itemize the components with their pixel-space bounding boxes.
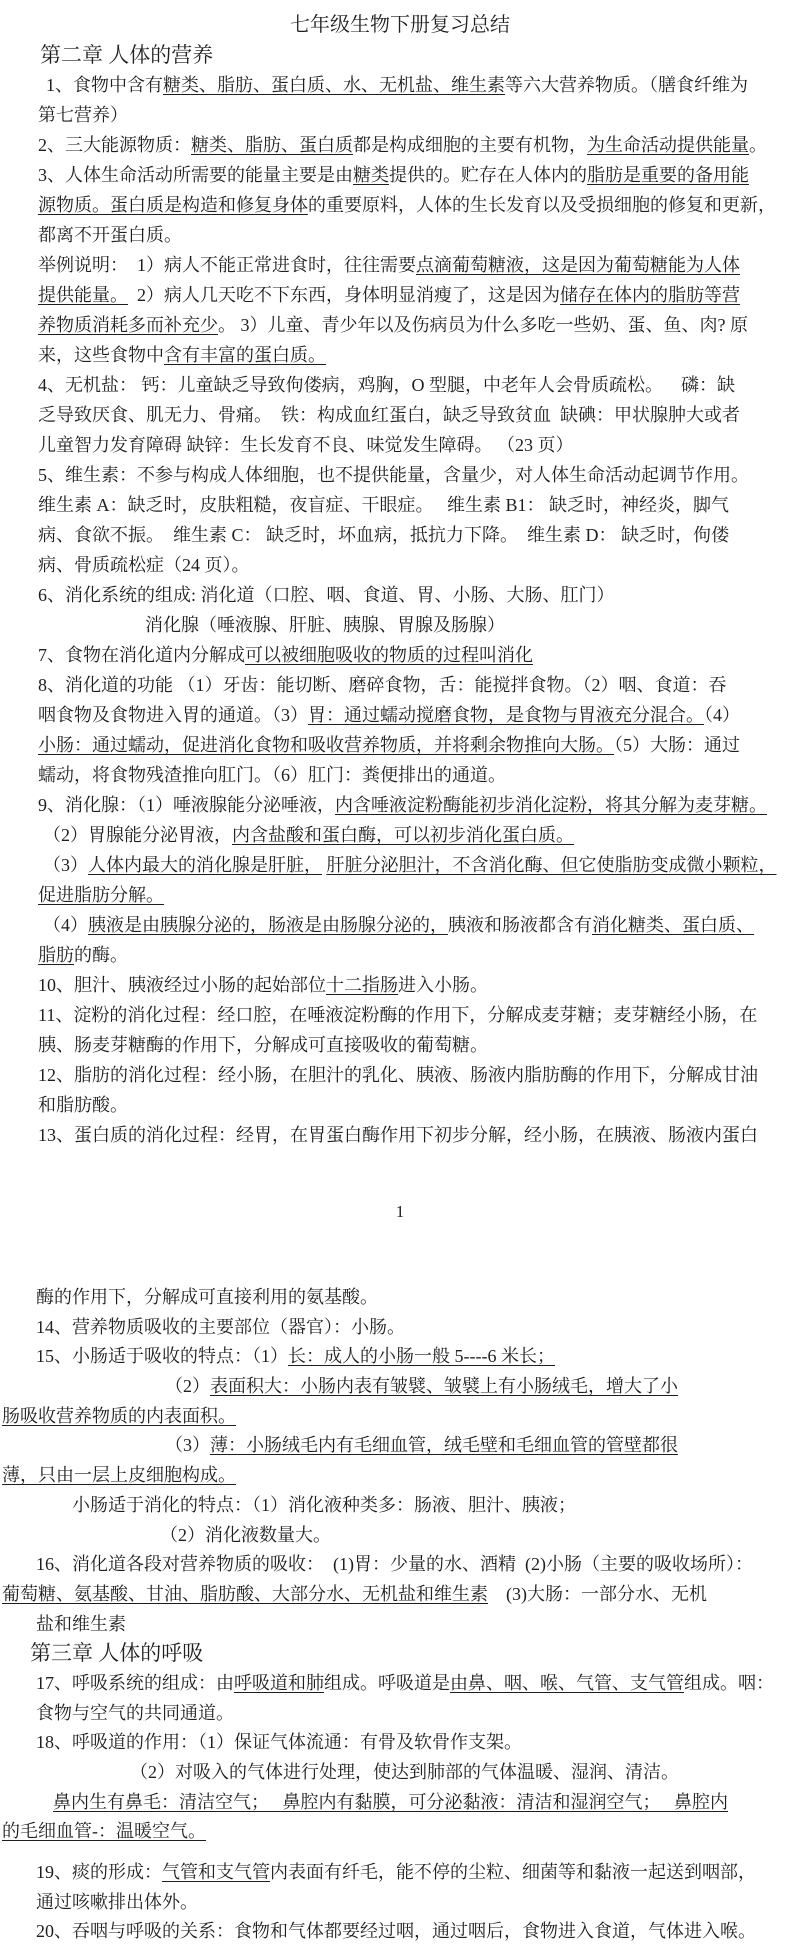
- text-line: [0, 1858, 800, 1888]
- underlined-text: 源物质。: [38, 195, 110, 215]
- underlined-text: 糖类、脂肪、蛋白质: [191, 135, 353, 155]
- text-line: [0, 310, 800, 340]
- text-run: 4、无机盐： 钙：儿童缺乏导致佝偻病，鸡胸，O 型腿，中老年人会骨质疏松。 磷：缺: [38, 375, 735, 395]
- underlined-text: 表面积大：小肠内表有皱襞、皱襞上有小肠绒毛，增大了小: [210, 1376, 678, 1397]
- text-run: 9、消化腺：（1）唾液腺能分泌唾液，: [38, 795, 335, 815]
- text-run: 组成。咽：: [684, 1672, 774, 1693]
- text-line: [0, 670, 800, 700]
- text-run: 举例说明： 1）病人不能正常进食时，往往需要: [38, 255, 416, 275]
- underlined-text: 长：成人的小肠一般 5----6 米长；: [288, 1346, 555, 1367]
- text-run: 通过咳嗽排出体外。: [36, 1891, 198, 1912]
- text-line: [0, 1090, 800, 1120]
- underlined-text: 鼻内生有鼻毛：清洁空气； 鼻腔内有黏膜，可分泌黏液：清洁和湿润空气； 鼻腔内: [53, 1791, 728, 1812]
- text-line: [0, 70, 800, 100]
- underlined-text: 的毛细血管-：温暖空气。: [2, 1821, 206, 1842]
- text-run: 酶的作用下，分解成可直接利用的氨基酸。: [36, 1287, 378, 1307]
- text-line: [0, 1580, 800, 1610]
- text-run: （2）消化液数量大。: [160, 1524, 331, 1545]
- text-run: 小肠适于消化的特点：（1）消化液种类多：肠液、胆汁、胰液；: [72, 1494, 576, 1515]
- text-run: 。: [749, 135, 767, 155]
- text-run: 16、消化道各段对营养物质的吸收： (1)胃：少量的水、酒精 (2)小肠（主要的吸收场所）：: [36, 1554, 753, 1575]
- underlined-text: 消化糖类、蛋白质、: [592, 915, 754, 935]
- text-line: [0, 1402, 800, 1432]
- text-run: (3)大肠：一部分水、无机: [488, 1583, 707, 1604]
- underlined-text: 内含盐酸和蛋白酶，可以初步消化蛋白质。: [232, 825, 574, 845]
- chapter-heading: [0, 1639, 800, 1669]
- text-line: [0, 1817, 800, 1847]
- text-run: 10、胆汁、胰液经过小肠的起始部位: [38, 975, 326, 995]
- text-run: 咽食物及食物进入胃的通道。（3）: [38, 705, 308, 725]
- text-run: 。 3）儿童、青少年以及伤病员为什么多吃一些奶、蛋、鱼、肉? 原: [218, 315, 748, 335]
- text-run: （2）胃腺能分泌胃液，: [43, 825, 232, 845]
- text-run: 2、三大能源物质：: [38, 135, 191, 155]
- text-run: 的酶。: [74, 945, 128, 965]
- text-run: 等六大营养物质。（膳食纤维为: [505, 75, 748, 95]
- text-run: （5）大肠：通过: [614, 735, 740, 755]
- underlined-text: 点滴葡萄糖液，这是因为葡萄糖能为人体: [416, 255, 740, 275]
- text-run: 1、食物中含有: [46, 75, 163, 95]
- underlined-text: 小肠：通过蠕动，促进消化食物和吸收营养物质，并将剩余物推向大肠。: [38, 735, 614, 755]
- underlined-text: 内含唾液淀粉酶能初步消化淀粉，将其分解为麦芽糖。: [335, 795, 767, 815]
- underlined-text: 十二指肠: [326, 975, 398, 995]
- text-line: [0, 1728, 800, 1758]
- text-run: （4）: [704, 705, 740, 725]
- text-line: [0, 1120, 800, 1150]
- text-run: 都是构成细胞的主要有机物，: [353, 135, 587, 155]
- text-run: 17、呼吸系统的组成：由: [36, 1672, 234, 1693]
- text-run: 6、消化系统的组成: 消化道（口腔、咽、食道、胃、小肠、大肠、肛门）: [38, 585, 615, 605]
- text-run: （2）对吸入的气体进行处理，使达到肺部的气体温暖、湿润、清洁。: [130, 1762, 679, 1782]
- text-run: 13、蛋白质的消化过程：经胃，在胃蛋白酶作用下初步分解，经小肠，在胰液、肠液内蛋白: [38, 1125, 758, 1145]
- text-line: [0, 1491, 800, 1521]
- text-line: [0, 1372, 800, 1402]
- text-run: 19、痰的形成：: [36, 1862, 162, 1883]
- text-line: [0, 700, 800, 730]
- text-line: [0, 1888, 800, 1918]
- text-line: [0, 1431, 800, 1461]
- text-line: [0, 850, 800, 880]
- text-run: （4）: [43, 915, 88, 935]
- text-line: [0, 1313, 800, 1343]
- text-line: [0, 460, 800, 490]
- text-line: [0, 1521, 800, 1551]
- underlined-text: 糖类、脂肪、蛋白质、水、无机盐、维生素: [163, 75, 505, 95]
- underlined-text: 胰液是由胰腺分泌的，肠液是由肠腺分泌的，: [88, 915, 448, 935]
- text-run: 组成。呼吸道是: [324, 1672, 450, 1693]
- underlined-text: 糖类: [353, 165, 389, 185]
- underlined-text: 肠吸收营养物质的内表面积。: [2, 1405, 236, 1426]
- text-run: 维生素 A：缺乏时，皮肤粗糙，夜盲症、干眼症。 维生素 B1： 缺乏时，神经炎，脚气: [38, 495, 730, 515]
- text-run: 15、小肠适于吸收的特点：（1）: [36, 1346, 288, 1367]
- text-line: [0, 1758, 800, 1788]
- text-line: [0, 250, 800, 280]
- text-run: （3）: [165, 1435, 210, 1456]
- text-line: [0, 1550, 800, 1580]
- text-run: 来，这些食物中: [38, 345, 164, 365]
- text-run: 提供的。贮存在人体内的: [389, 165, 587, 185]
- text-line: [0, 430, 800, 460]
- text-line: [0, 400, 800, 430]
- chapter-heading: [0, 40, 800, 70]
- underlined-text: 脂肪: [38, 945, 74, 965]
- text-line: [0, 580, 800, 610]
- underlined-text: 提供能量。: [38, 285, 128, 305]
- underlined-text: 肝脏分泌胆汁，不含消化酶、但它使脂肪变成微小颗粒，: [326, 855, 777, 875]
- underlined-text: 葡萄糖、氨基酸、甘油、脂肪酸、大部分水、无机盐和维生素: [2, 1583, 488, 1604]
- text-run: 乏导致厌食、肌无力、骨痛。 铁：构成血红蛋白，缺乏导致贫血 缺碘：甲状腺肿大或者: [38, 405, 740, 425]
- text-line: [0, 760, 800, 790]
- text-line: [0, 1342, 800, 1372]
- underlined-text: 由鼻、咽、喉、气管、支气管: [450, 1672, 684, 1693]
- text-line: [0, 1917, 800, 1947]
- text-line: [0, 190, 800, 220]
- text-run: 11、淀粉的消化过程：经口腔，在唾液淀粉酶的作用下，分解成麦芽糖；麦芽糖经小肠，在: [38, 1005, 758, 1025]
- underlined-text: 为生命活动提供能量: [587, 135, 749, 155]
- underlined-text: 促进脂肪分解。: [38, 885, 164, 905]
- doc-title: 七年级生物下册复习总结: [290, 14, 510, 36]
- text-run: 病、骨质疏松症（24 页）。: [38, 555, 250, 575]
- text-line: [0, 1699, 800, 1729]
- text-run: 20、吞咽与呼吸的关系：食物和气体都要经过咽，通过咽后，食物进入食道，气体进入喉。: [36, 1921, 756, 1942]
- text-line: [0, 340, 800, 370]
- text-line: [0, 1000, 800, 1030]
- text-run: （3）: [43, 855, 88, 875]
- text-run: 和脂肪酸。: [38, 1095, 128, 1115]
- text-run: 18、呼吸道的作用：（1）保证气体流通：有骨及软骨作支架。: [36, 1732, 522, 1753]
- text-line: [0, 220, 800, 250]
- text-run: （2）: [165, 1376, 210, 1397]
- underlined-text: 储存在体内的脂肪等营: [560, 285, 740, 305]
- text-line: [0, 550, 800, 580]
- underlined-text: 呼吸道和肺: [234, 1672, 324, 1693]
- text-line: [0, 1283, 800, 1313]
- text-run: 胰、肠麦芽糖酶的作用下，分解成可直接吸收的葡萄糖。: [38, 1035, 488, 1055]
- document-page-1: [0, 40, 800, 1150]
- text-run: 14、营养物质吸收的主要部位（器官）：小肠。: [36, 1316, 405, 1337]
- text-run: 蠕动，将食物残渣推向肛门。（6）肛门：粪便排出的通道。: [38, 765, 506, 785]
- text-run: 胰液和肠液都含有: [448, 915, 592, 935]
- text-run: 内表面有纤毛，能不停的尘粒、细菌等和黏液一起送到咽部，: [270, 1862, 756, 1883]
- text-run: 盐和维生素: [36, 1613, 126, 1634]
- text-run: 第三章 人体的呼吸: [30, 1641, 204, 1666]
- document-page-2: [0, 1283, 800, 1947]
- text-line: [0, 1669, 800, 1699]
- text-line: [0, 490, 800, 520]
- page-number: 1: [395, 1202, 405, 1221]
- text-line: [0, 100, 800, 130]
- underlined-text: 胃：通过蠕动搅磨食物，是食物与胃液充分混合。: [308, 705, 704, 725]
- text-line: [0, 820, 800, 850]
- text-run: 儿童智力发育障碍 缺锌：生长发育不良、味觉发生障碍。 （23 页）: [38, 435, 574, 455]
- text-run: 2）病人几天吃不下东西，身体明显消瘦了，这是因为: [128, 285, 560, 305]
- text-run: 第二章 人体的营养: [40, 43, 214, 67]
- text-run: 7、食物在消化道内分解成: [38, 645, 245, 665]
- text-line: [0, 610, 800, 640]
- text-line: [0, 940, 800, 970]
- underlined-text: 脂肪是重要的备用能: [587, 165, 749, 185]
- text-run: 3、人体生命活动所需要的能量主要是由: [38, 165, 353, 185]
- text-line: [0, 1610, 800, 1640]
- text-line: [0, 370, 800, 400]
- text-run: 12、脂肪的消化过程：经小肠，在胆汁的乳化、胰液、肠液内脂肪酶的作用下，分解成甘油: [38, 1065, 758, 1085]
- text-run: 食物与空气的共同通道。: [36, 1702, 234, 1723]
- text-line: [0, 520, 800, 550]
- text-line: [0, 1030, 800, 1060]
- text-run: 第七营养）: [38, 105, 128, 125]
- text-run: 消化腺（唾液腺、肝脏、胰腺、胃腺及肠腺）: [145, 615, 505, 635]
- text-line: [0, 160, 800, 190]
- text-run: 进入小肠。: [398, 975, 488, 995]
- text-line: [0, 640, 800, 670]
- underlined-text: 薄：小肠绒毛内有毛细血管，绒毛壁和毛细血管的管壁都很: [210, 1435, 678, 1456]
- text-line: [0, 130, 800, 160]
- text-run: 病、食欲不振。 维生素 C： 缺乏时，坏血病，抵抗力下降。 维生素 D： 缺乏时，佝偻: [38, 525, 730, 545]
- text-line: [0, 1461, 800, 1491]
- text-line: [0, 1788, 800, 1818]
- underlined-text: 气管和支气管: [162, 1862, 270, 1883]
- text-run: 5、维生素：不参与构成人体细胞，也不提供能量，含量少，对人体生命活动起调节作用。: [38, 465, 749, 485]
- underlined-text: 蛋白质是构造和修复身体: [110, 195, 308, 215]
- text-line: [0, 910, 800, 940]
- underlined-text: 人体内最大的消化腺是肝脏，: [88, 855, 322, 875]
- text-line: [0, 1060, 800, 1090]
- text-line: [0, 790, 800, 820]
- text-run: 的重要原料，人体的生长发育以及受损细胞的修复和更新，: [308, 195, 776, 215]
- underlined-text: 可以被细胞吸收的物质的过程叫消化: [245, 645, 533, 665]
- text-run: 8、消化道的功能 （1）牙齿：能切断、磨碎食物，舌：能搅拌食物。（2）咽、食道：吞: [38, 675, 727, 695]
- underlined-text: 薄，只由一层上皮细胞构成。: [2, 1465, 236, 1486]
- text-line: [0, 280, 800, 310]
- text-run: 都离不开蛋白质。: [38, 225, 182, 245]
- text-line: [0, 970, 800, 1000]
- text-line: [0, 880, 800, 910]
- underlined-text: 含有丰富的蛋白质。: [164, 345, 326, 365]
- text-line: [0, 730, 800, 760]
- underlined-text: 养物质消耗多而补充少: [38, 315, 218, 335]
